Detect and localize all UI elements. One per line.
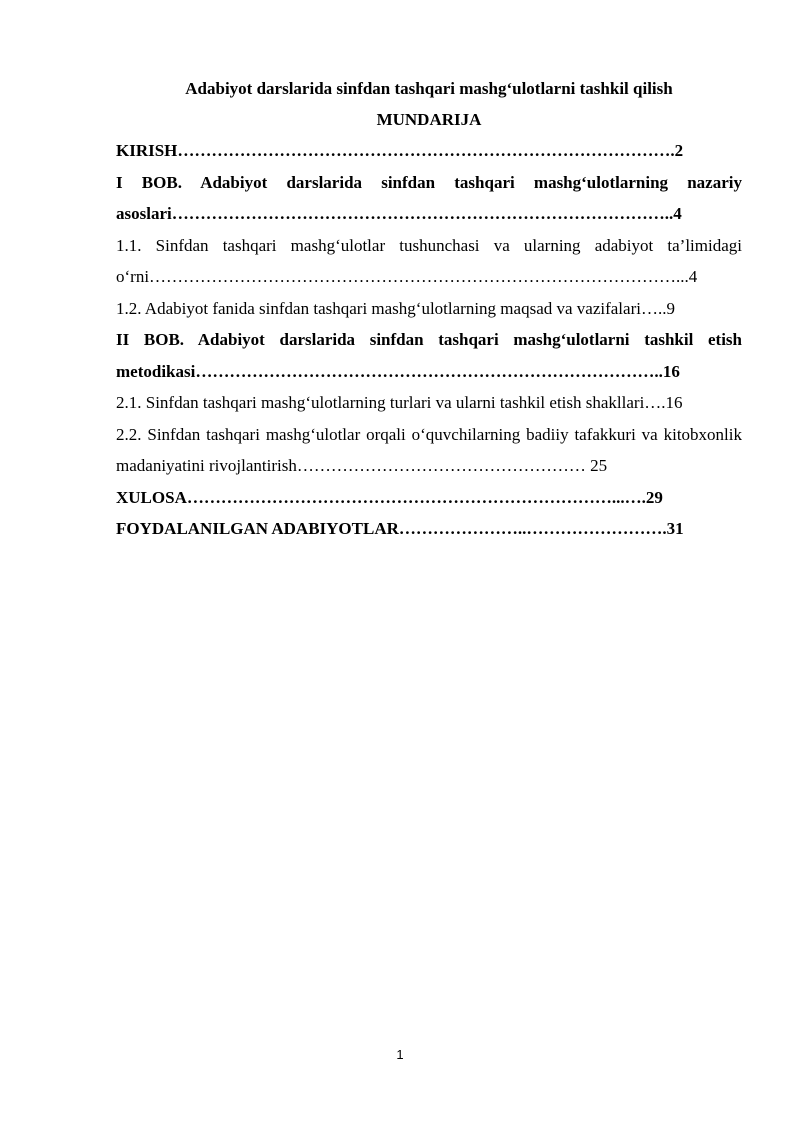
page-number: 1 [396,1047,404,1062]
toc-entry-section-1-2[interactable]: 1.2. Adabiyot fanida sinfdan tashqari mashg‘ulotlarning maqsad va vazifalari…..9 [116,298,675,318]
toc-heading: MUNDARIJA [376,110,482,129]
toc-entry-chapter-1[interactable]: I BOB. Adabiyot darslarida sinfdan tashqari mashg‘ulotlarning nazariy asoslari……………………………………………………………………………..4 [116,172,742,223]
toc-entry-xulosa[interactable]: XULOSA…………………………………………………………………...….29 [116,487,663,507]
page-content [116,73,742,545]
toc-entry-section-2-1[interactable]: 2.1. Sinfdan tashqari mashg‘ulotlarning turlari va ularni tashkil etish shakllari….16 [116,393,683,412]
table-of-contents [116,135,742,545]
toc-entry-chapter-2[interactable]: II BOB. Adabiyot darslarida sinfdan tashqari mashg‘ulotlarni tashkil etish metodikasi………………………………………………………………………..16 [116,330,742,381]
toc-entry-section-1-1[interactable]: 1.1. Sinfdan tashqari mashg‘ulotlar tushunchasi va ularning adabiyot ta’limidagi o‘rni…………………………………………………………………………………...4 [116,235,742,286]
toc-entry-references[interactable]: FOYDALANILGAN ADABIYOTLAR…………………..…………………….31 [116,519,684,538]
document-title: Adabiyot darslarida sinfdan tashqari mashg‘ulotlarni tashkil qilish [185,79,673,98]
toc-entry-section-2-2[interactable]: 2.2. Sinfdan tashqari mashg‘ulotlar orqali o‘quvchilarning badiiy tafakkuri va kitobxonlik madaniyatini rivojlantirish…………………………………………… 25 [116,424,742,475]
toc-entry-kirish[interactable]: KIRISH…………………………………………………………………………….2 [116,141,684,160]
